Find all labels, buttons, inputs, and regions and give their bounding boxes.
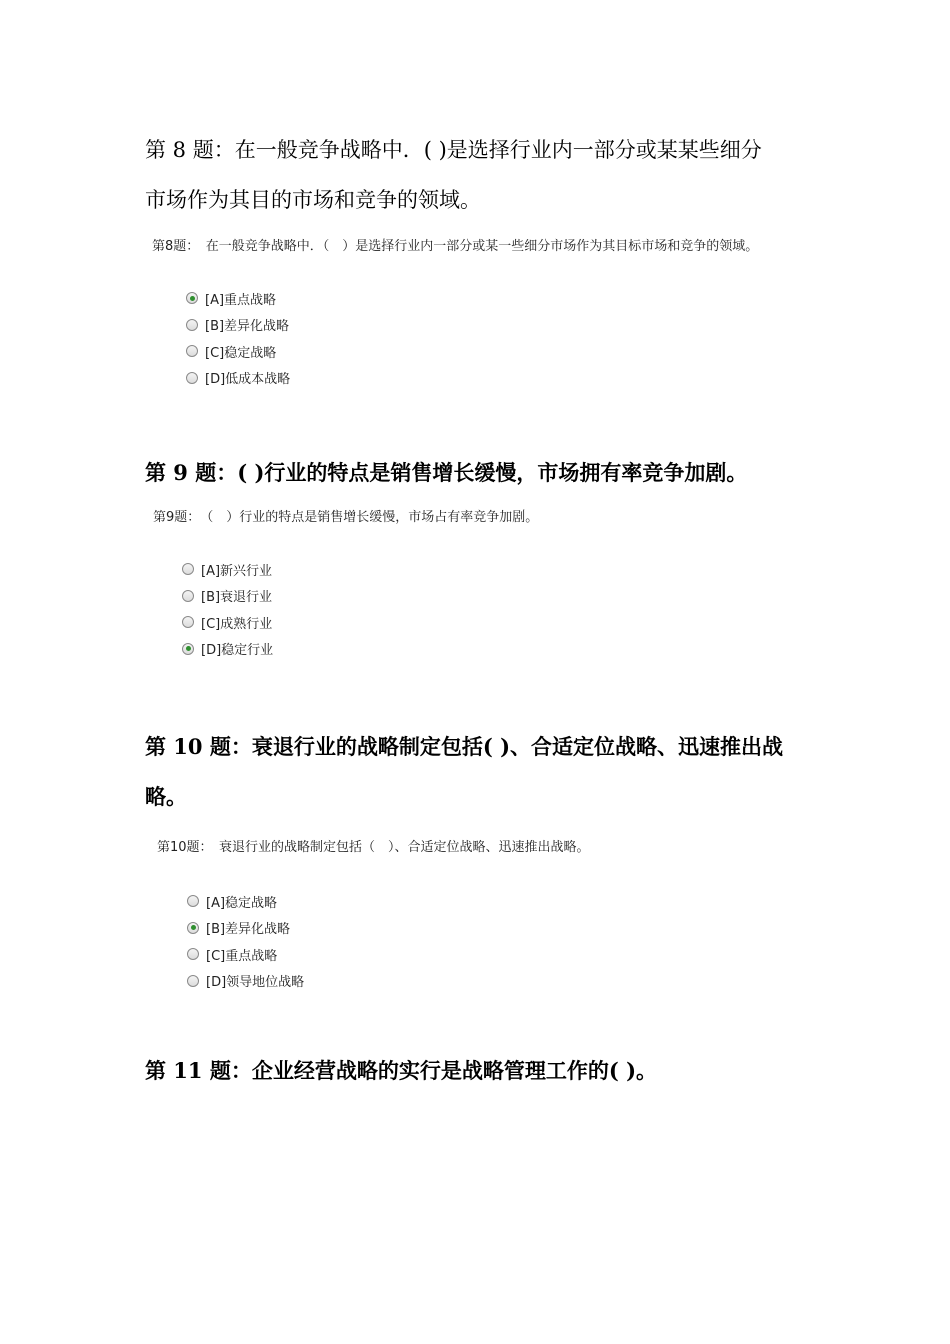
- question-8-screenshot: [152, 237, 832, 388]
- option-9-b[interactable]: [B]衰退行业: [182, 583, 273, 610]
- option-9-d[interactable]: [D]稳定行业: [182, 636, 273, 663]
- question-11-text: [145, 1046, 825, 1096]
- option-8-b[interactable]: [B]差异化战略: [186, 312, 290, 339]
- radio-checked-icon[interactable]: [182, 643, 194, 655]
- question-9-screenshot: [153, 508, 833, 659]
- question-10-options: [187, 888, 304, 994]
- question-8-line-2: 市场作为其目的市场和竞争的领域。: [145, 188, 481, 212]
- option-10-a[interactable]: [A]稳定战略: [187, 888, 304, 915]
- radio-empty-icon[interactable]: [182, 590, 194, 602]
- radio-empty-icon[interactable]: [186, 372, 198, 384]
- question-10-line-2: 略。: [145, 784, 187, 809]
- radio-empty-icon[interactable]: [187, 895, 199, 907]
- radio-checked-icon[interactable]: [186, 292, 198, 304]
- option-10-b[interactable]: [B]差异化战略: [187, 915, 304, 942]
- radio-empty-icon[interactable]: [186, 345, 198, 357]
- option-10-c[interactable]: [C]重点战略: [187, 941, 304, 968]
- question-10-line-1: 第 10 题：衰退行业的战略制定包括( )、合适定位战略、迅速推出战: [145, 734, 784, 759]
- radio-empty-icon[interactable]: [186, 319, 198, 331]
- question-8-screenshot-title: 第8题： 在一般竞争战略中．（ ）是选择行业内一部分或某一些细分市场作为其目标市场和竞争的领域。: [152, 239, 759, 254]
- radio-empty-icon[interactable]: [182, 563, 194, 575]
- option-9-c[interactable]: [C]成熟行业: [182, 609, 273, 636]
- option-8-a[interactable]: [A]重点战略: [186, 285, 290, 312]
- question-10-screenshot: [157, 838, 837, 991]
- question-9-screenshot-title: 第9题： （ ）行业的特点是销售增长缓慢，市场占有率竞争加剧。: [153, 510, 539, 525]
- question-8-line-1: 第 8 题：在一般竞争战略中．( )是选择行业内一部分或某某些细分: [145, 138, 762, 162]
- option-9-a[interactable]: [A]新兴行业: [182, 556, 273, 583]
- option-10-d[interactable]: [D]领导地位战略: [187, 968, 304, 995]
- radio-empty-icon[interactable]: [182, 616, 194, 628]
- radio-empty-icon[interactable]: [187, 975, 199, 987]
- question-9-options: [182, 556, 273, 662]
- question-8-options: [186, 285, 290, 391]
- option-8-c[interactable]: [C]稳定战略: [186, 338, 290, 365]
- radio-checked-icon[interactable]: [187, 922, 199, 934]
- question-11-line-1: 第 11 题：企业经营战略的实行是战略管理工作的( )。: [145, 1058, 658, 1083]
- radio-empty-icon[interactable]: [187, 948, 199, 960]
- question-8-text: [145, 125, 825, 225]
- question-10-screenshot-title: 第10题： 衰退行业的战略制定包括（ ）、合适定位战略、迅速推出战略。: [157, 840, 590, 855]
- question-9-text: [145, 448, 825, 498]
- question-9-line-1: 第 9 题：( )行业的特点是销售增长缓慢，市场拥有率竞争加剧。: [145, 460, 748, 485]
- question-10-text: [145, 722, 825, 822]
- option-8-d[interactable]: [D]低成本战略: [186, 365, 290, 392]
